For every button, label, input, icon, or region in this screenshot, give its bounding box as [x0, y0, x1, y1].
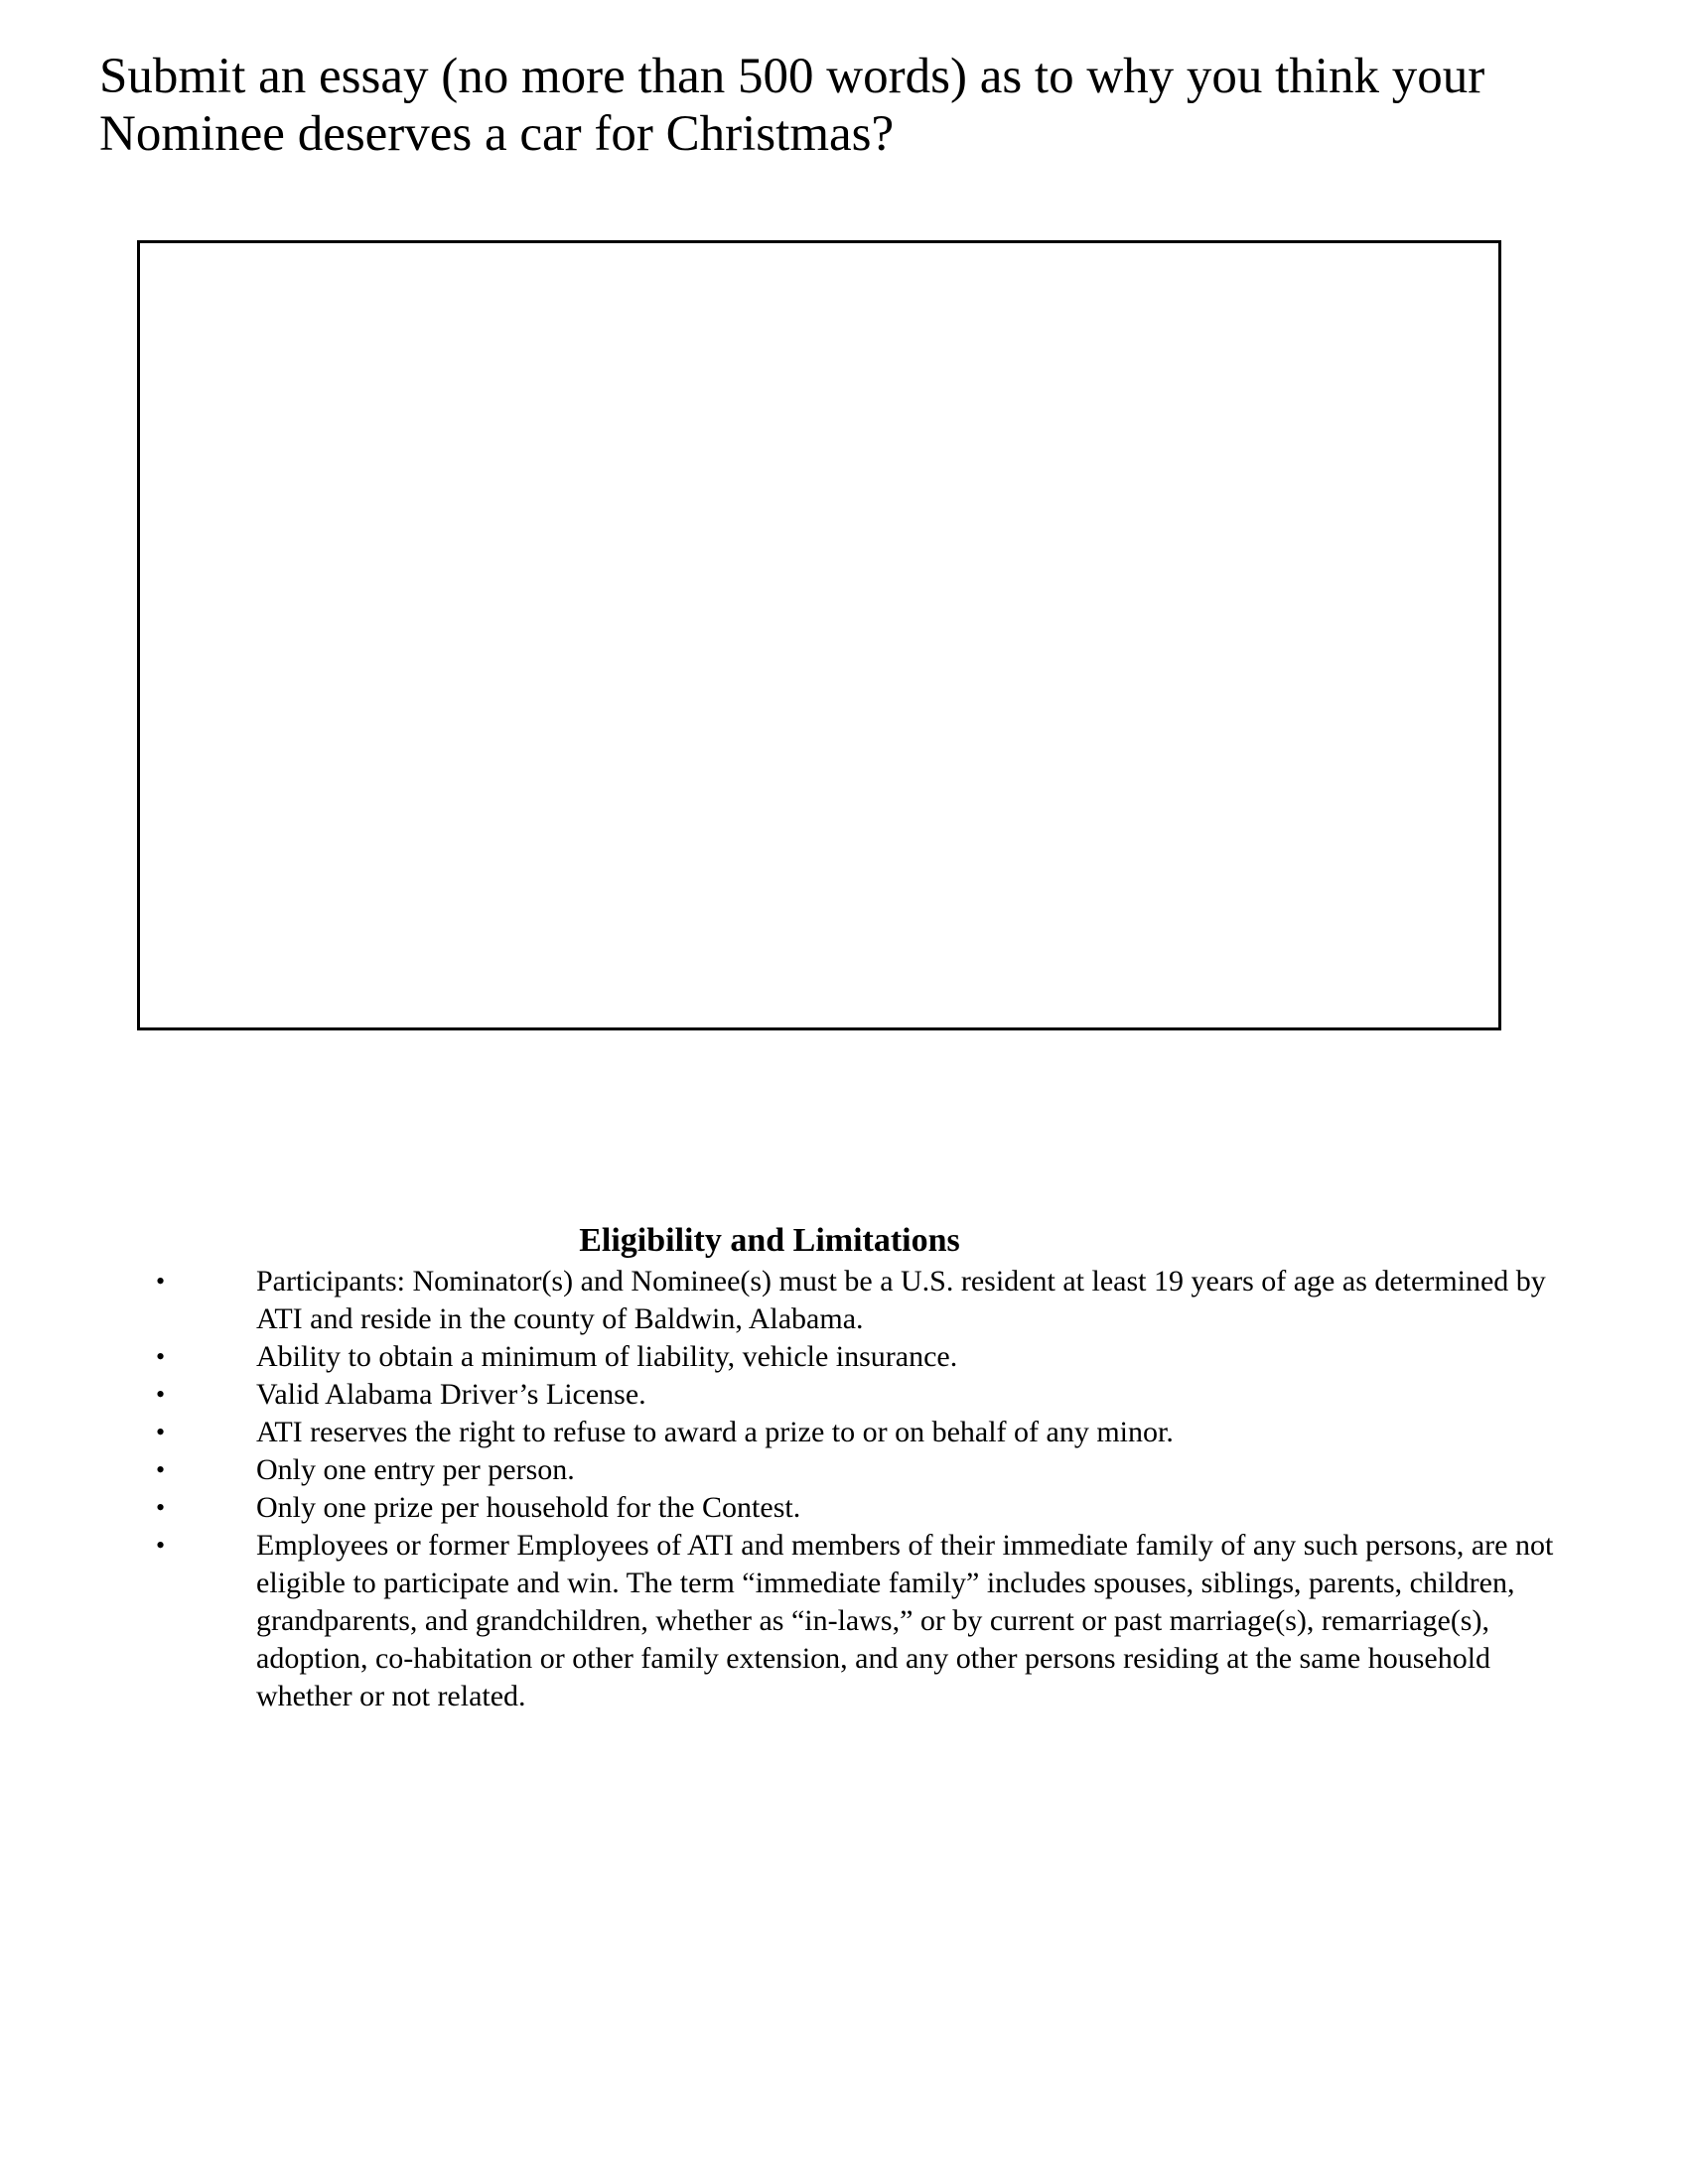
eligibility-list	[154, 1263, 1564, 1715]
eligibility-item-text: Employees or former Employees of ATI and members of their immediate family of any such persons, are not eligible to participate and win. The term “immediate family” includes spouses, siblings, parents, children, grandparents, and grandchildren, whether as “in-laws,” or by current or past marriage(s), remarriage(s), adoption, co-habitation or other family extension, and any other persons residing at the same household whether or not related.	[256, 1529, 1554, 1712]
eligibility-item-text: Ability to obtain a minimum of liability, vehicle insurance.	[256, 1340, 958, 1373]
eligibility-item-participants	[154, 1263, 1564, 1338]
essay-prompt-line-1: Submit an essay (no more than 500 words) as to why you think your	[99, 49, 1485, 104]
eligibility-item-insurance	[154, 1338, 1564, 1376]
eligibility-item-minor	[154, 1414, 1564, 1451]
essay-text-box[interactable]	[137, 240, 1501, 1030]
eligibility-item-text: Only one entry per person.	[256, 1453, 575, 1486]
essay-prompt	[99, 48, 1589, 163]
eligibility-item-one-entry	[154, 1451, 1564, 1489]
essay-prompt-line-2: Nominee deserves a car for Christmas?	[99, 106, 895, 162]
eligibility-item-one-prize	[154, 1489, 1564, 1527]
bullet-icon: •	[156, 1418, 166, 1446]
eligibility-item-text: Participants: Nominator(s) and Nominee(s) must be a U.S. resident at least 19 years of age as determined by ATI and reside in the county of Baldwin, Alabama.	[256, 1265, 1546, 1335]
eligibility-item-license	[154, 1376, 1564, 1414]
bullet-icon: •	[156, 1267, 166, 1296]
bullet-icon: •	[156, 1493, 166, 1522]
bullet-icon: •	[156, 1455, 166, 1484]
eligibility-heading: Eligibility and Limitations	[579, 1222, 960, 1259]
bullet-icon: •	[156, 1342, 166, 1371]
eligibility-item-text: Valid Alabama Driver’s License.	[256, 1378, 646, 1411]
eligibility-item-text: ATI reserves the right to refuse to award a prize to or on behalf of any minor.	[256, 1416, 1174, 1448]
bullet-icon: •	[156, 1531, 166, 1560]
eligibility-item-employees	[154, 1527, 1564, 1715]
bullet-icon: •	[156, 1380, 166, 1409]
eligibility-item-text: Only one prize per household for the Contest.	[256, 1491, 801, 1524]
